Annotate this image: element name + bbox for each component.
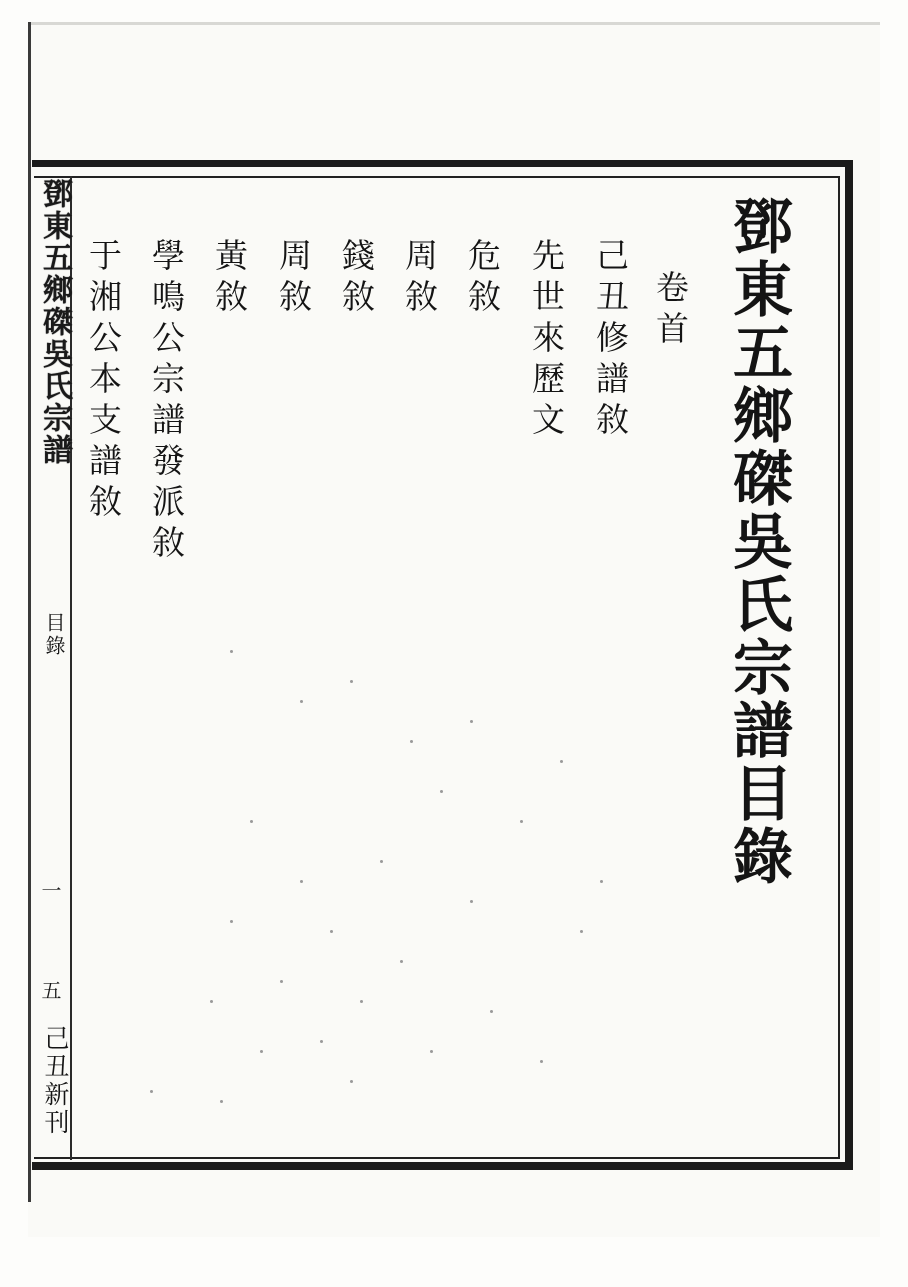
spine-edition: 己丑新刊 [41,1025,70,1137]
document-title: 鄧東五鄉磔吳氏宗譜目錄 [723,195,793,888]
toc-entry: 錢敘 [337,238,376,320]
page-left-edge [28,22,31,1202]
spine-page-number: 一 五 [38,880,62,1028]
spine-section-label: 目錄 [42,612,66,658]
toc-entry-volume-head: 卷首 [651,270,690,352]
toc-entry: 己丑修譜敘 [591,238,630,443]
toc-entry: 學鳴公宗譜發派敘 [147,238,186,566]
toc-entry: 黃敘 [210,238,249,320]
toc-entry: 周敘 [400,238,439,320]
toc-entry: 先世來歷文 [527,238,566,443]
toc-entry: 周敘 [274,238,313,320]
toc-entry: 危敘 [463,238,502,320]
spine-title: 鄧東五鄉磔吳氏宗譜 [37,178,72,466]
page-top-edge [30,22,880,25]
toc-entry: 于湘公本支譜敘 [84,238,123,525]
